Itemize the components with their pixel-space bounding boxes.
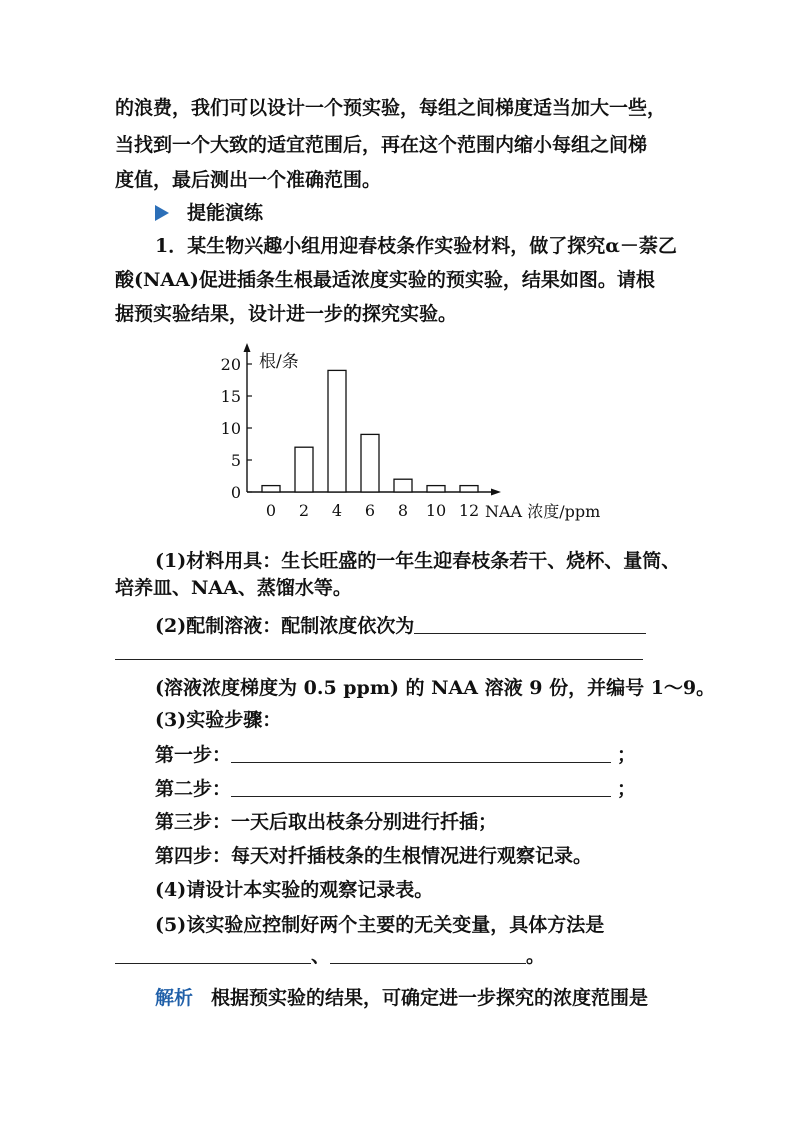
intro-line-2: 当找到一个大致的适宜范围后，再在这个范围内缩小每组之间梯 (115, 134, 648, 156)
y-axis-label: 根/条 (259, 352, 299, 372)
section-title: 提能演练 (187, 202, 264, 224)
step3-line: 第三步：一天后取出枝条分别进行扦插； (155, 811, 498, 833)
part1-line-2: 培养皿、NAA、蒸馏水等。 (115, 577, 352, 599)
step1-end: ； (617, 744, 637, 766)
bar (460, 486, 478, 492)
x-tick-label: 10 (425, 501, 447, 520)
bar (394, 479, 412, 492)
arrow-right-icon (155, 205, 169, 221)
x-axis-label: NAA 浓度/ppm (485, 502, 601, 521)
part5-blank-1[interactable] (115, 945, 311, 964)
bar-chart-svg (215, 340, 625, 530)
part2-blank-1[interactable] (414, 615, 646, 634)
intro-line-3: 度值，最后测出一个准确范围。 (115, 169, 382, 191)
y-tick-label: 0 (230, 483, 241, 502)
bar (361, 434, 379, 492)
analysis-tag: 解析 (155, 987, 194, 1009)
part2-line-2 (115, 640, 643, 664)
x-tick-labels (266, 501, 479, 520)
step2-end: ； (617, 778, 637, 800)
bar (427, 486, 445, 492)
question-line-2: 酸(NAA)促进插条生根最适浓度实验的预实验，结果如图。请根 (115, 269, 655, 291)
analysis-text: 根据预实验的结果，可确定进一步探究的浓度范围是 (211, 987, 649, 1009)
x-tick-label: 6 (364, 501, 376, 520)
part2-label: (2)配制溶液：配制浓度依次为 (155, 615, 415, 637)
step2-label: 第二步： (155, 778, 232, 800)
bar (328, 370, 346, 492)
part4-line: (4)请设计本实验的观察记录表。 (155, 879, 434, 901)
y-tick-label: 5 (230, 451, 241, 470)
y-tick-label: 20 (220, 355, 241, 374)
x-axis-arrow (491, 489, 501, 496)
step2-blank[interactable] (231, 778, 611, 797)
part2-blank-2[interactable] (115, 641, 643, 660)
x-tick-label: 8 (397, 501, 409, 520)
intro-line-1: 的浪费，我们可以设计一个预实验，每组之间梯度适当加大一些， (115, 97, 667, 119)
part2-line-3: (溶液浓度梯度为 0.5 ppm) 的 NAA 溶液 9 份，并编号 1～9。 (155, 677, 716, 699)
analysis-line (155, 986, 648, 1010)
part5-blank-2[interactable] (330, 945, 526, 964)
part3-label: (3)实验步骤： (155, 709, 282, 731)
x-tick-label: 12 (458, 501, 480, 520)
x-tick-label: 4 (331, 501, 343, 520)
bar-chart (215, 340, 625, 530)
y-tick-label: 10 (220, 419, 241, 438)
bars (262, 370, 478, 492)
section-heading (155, 201, 263, 225)
y-tick-label: 15 (220, 387, 241, 406)
step4-line: 第四步：每天对扦插枝条的生根情况进行观察记录。 (155, 845, 593, 867)
part2-line-1 (155, 614, 646, 638)
question-line-3: 据预实验结果，设计进一步的探究实验。 (115, 303, 458, 325)
bar (262, 486, 280, 492)
step2-line (155, 777, 636, 801)
step1-line (155, 743, 636, 767)
part5-end: 。 (526, 945, 546, 967)
x-tick-label: 2 (298, 501, 310, 520)
y-axis-arrow (244, 343, 251, 352)
part5-line-1: (5)该实验应控制好两个主要的无关变量，具体方法是 (155, 914, 605, 936)
x-tick-label: 0 (265, 501, 277, 520)
question-line-1: 1．某生物兴趣小组用迎春枝条作实验材料，做了探究α－萘乙 (155, 235, 677, 257)
part5-line-2 (115, 944, 545, 968)
bar (295, 447, 313, 492)
step1-label: 第一步： (155, 744, 232, 766)
step1-blank[interactable] (231, 744, 611, 763)
part5-sep: 、 (311, 945, 331, 967)
part1-line-1: (1)材料用具：生长旺盛的一年生迎春枝条若干、烧杯、量筒、 (155, 550, 681, 572)
